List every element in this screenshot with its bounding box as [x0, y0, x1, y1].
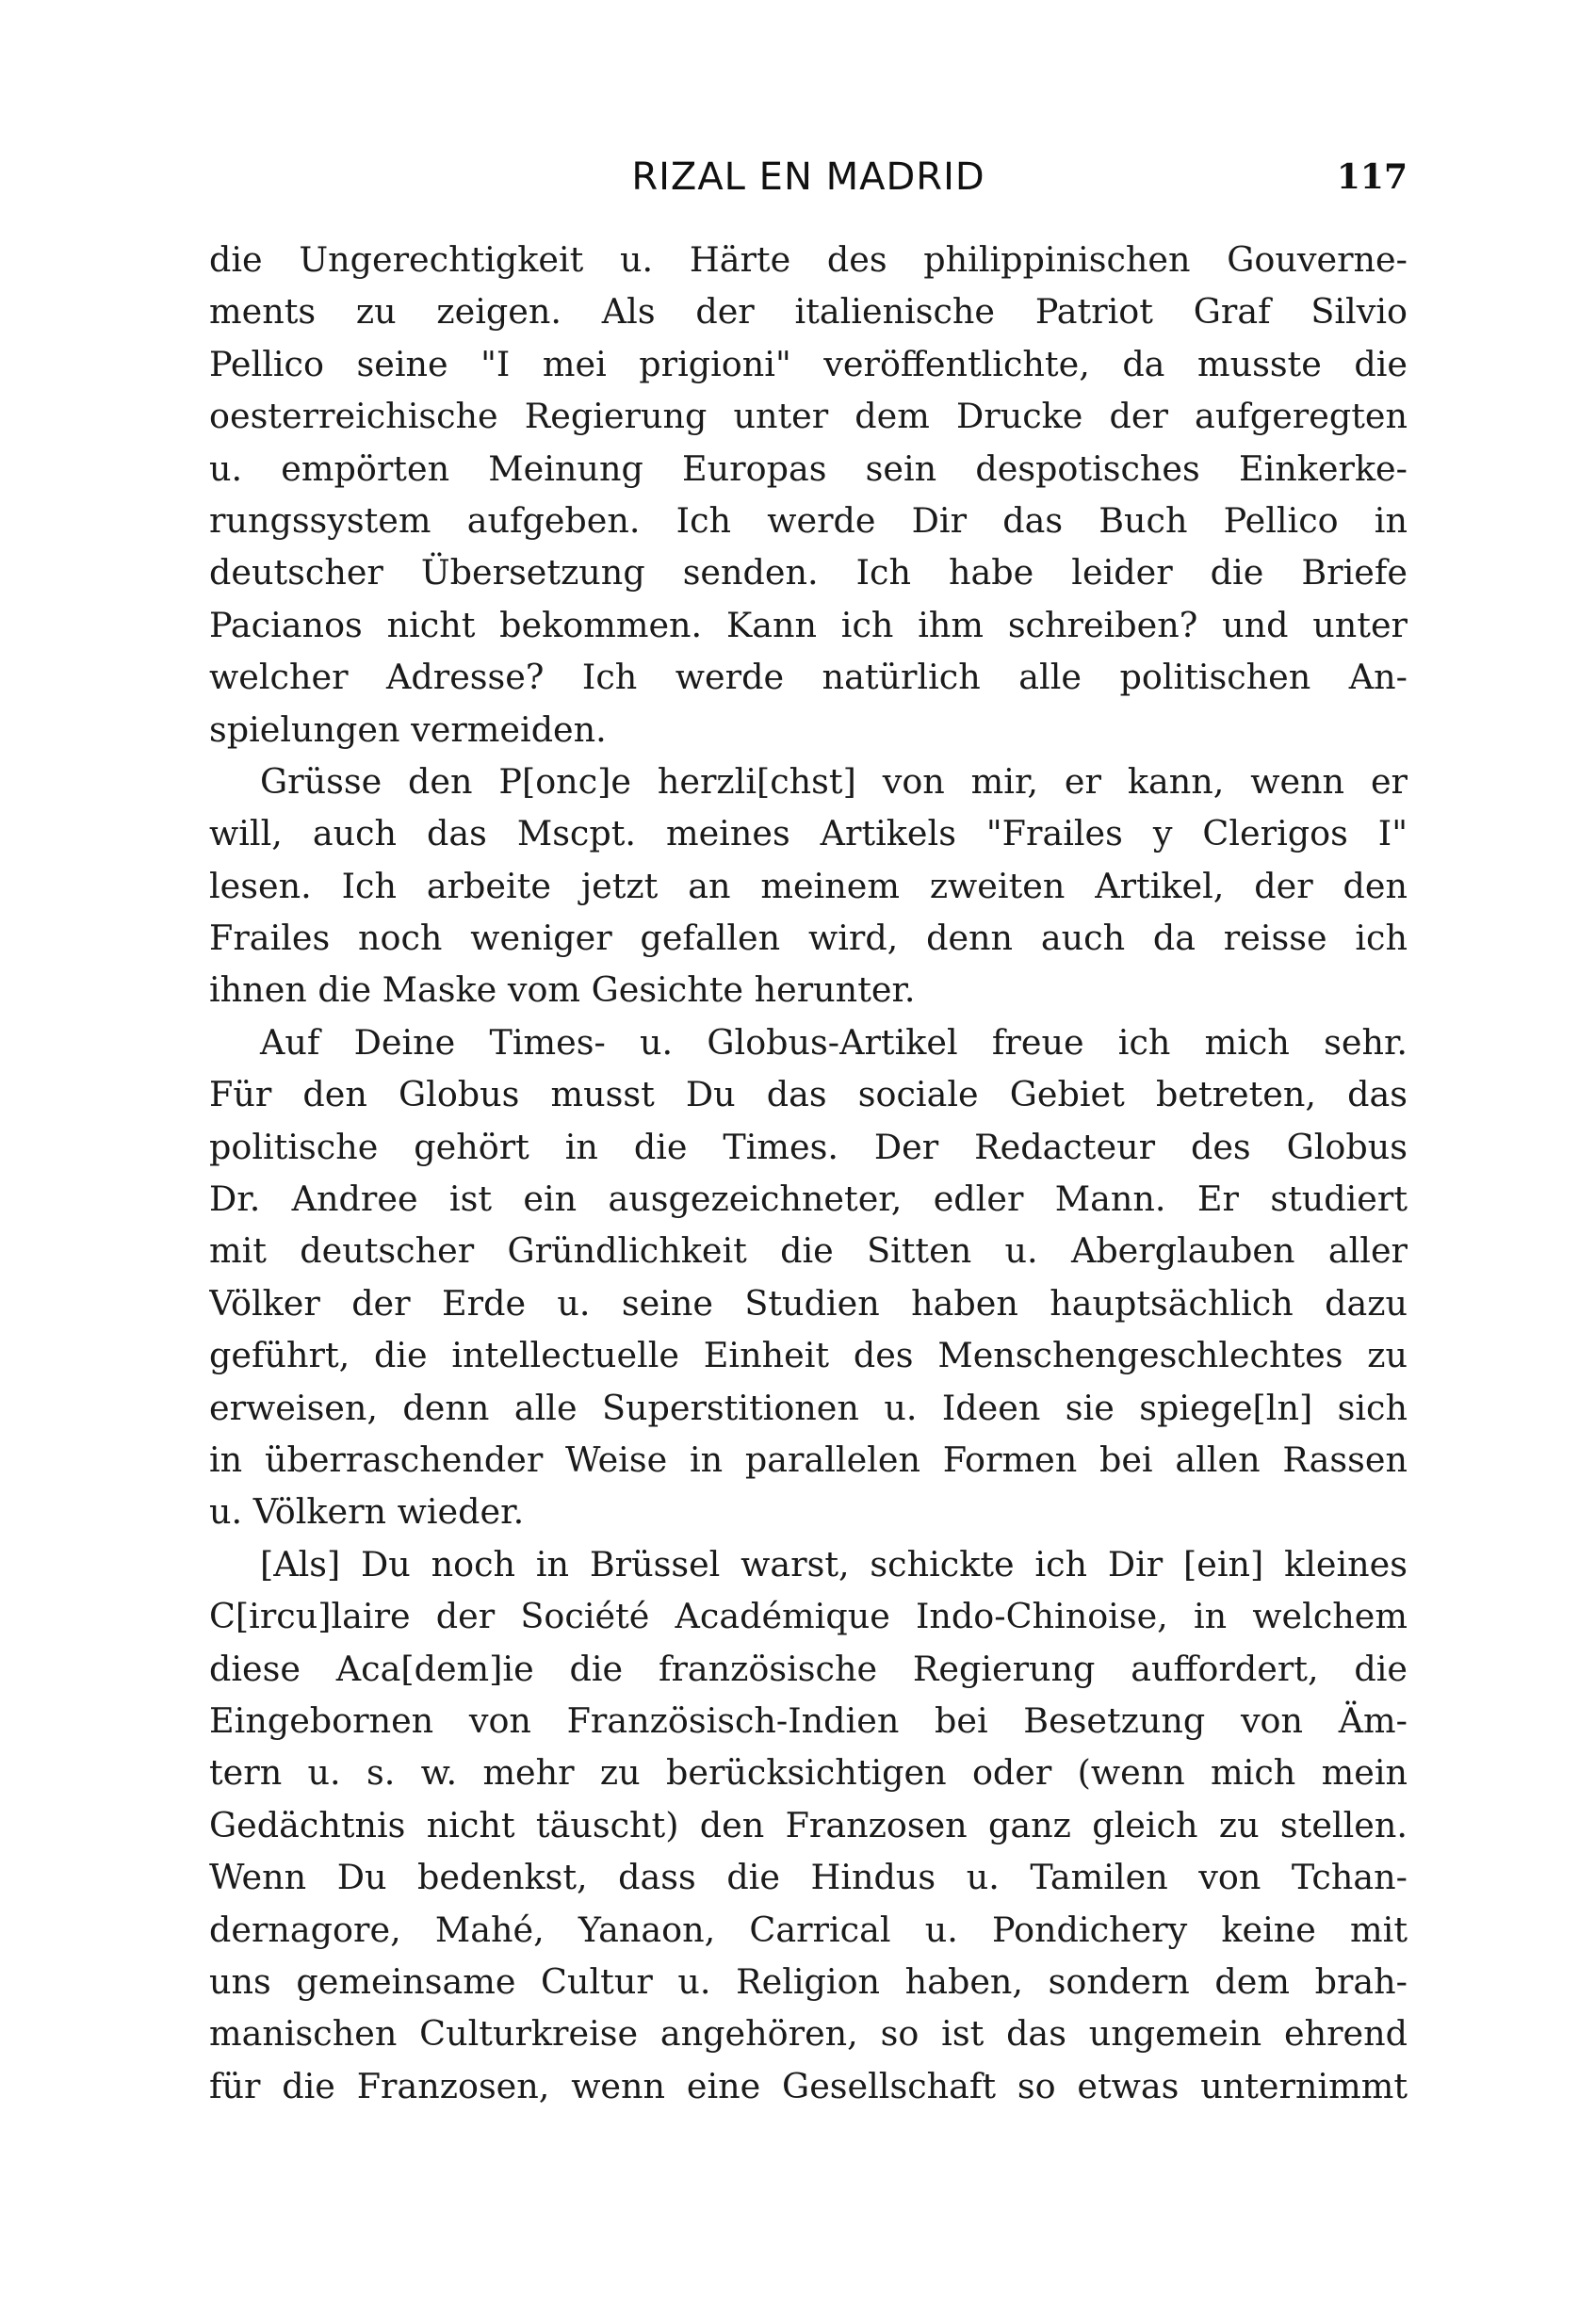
running-title: RIZAL EN MADRID — [631, 155, 985, 199]
text-line: Pellico seine "I mei prigioni" veröffentlichte, da musste die — [209, 343, 1408, 384]
text-line: C[ircu]laire der Société Académique Indo-Chinoise, in welchem — [209, 1596, 1408, 1637]
text-line: spielungen vermeiden. — [209, 708, 607, 750]
text-line: Pacianos nicht bekommen. Kann ich ihm schreiben? und unter — [209, 604, 1408, 645]
text-line: politische gehört in die Times. Der Redacteur des Globus — [209, 1126, 1408, 1167]
text-line: Gedächtnis nicht täuscht) den Franzosen ganz gleich zu stellen. — [209, 1804, 1408, 1845]
text-line: uns gemeinsame Cultur u. Religion haben, sondern dem brah- — [209, 1960, 1408, 2002]
text-line: manischen Culturkreise angehören, so ist das ungemein ehrend — [209, 2013, 1408, 2055]
text-line: deutscher Übersetzung senden. Ich habe leider die Briefe — [209, 552, 1408, 593]
text-line: Eingebornen von Französisch-Indien bei Besetzung von Äm- — [209, 1699, 1408, 1741]
text-line: u. Völkern wieder. — [209, 1491, 525, 1533]
text-line: in überraschender Weise in parallelen Formen bei allen Rassen — [209, 1438, 1408, 1480]
text-line: für die Franzosen, wenn eine Gesellschaft so etwas unternimmt — [209, 2065, 1408, 2106]
text-line: ments zu zeigen. Als der italienische Patriot Graf Silvio — [209, 291, 1408, 333]
text-line: Für den Globus musst Du das sociale Gebiet betreten, das — [209, 1074, 1408, 1115]
text-line: die Ungerechtigkeit u. Härte des philippinischen Gouverne- — [209, 239, 1408, 280]
text-line: u. empörten Meinung Europas sein despotisches Einkerke- — [209, 447, 1408, 489]
text-line: tern u. s. w. mehr zu berücksichtigen oder (wenn mich mein — [209, 1752, 1408, 1794]
text-line: Völker der Erde u. seine Studien haben hauptsächlich dazu — [209, 1282, 1408, 1324]
text-line: ihnen die Maske vom Gesichte herunter. — [209, 969, 916, 1011]
text-line: erweisen, denn alle Superstitionen u. Ideen sie spiege[ln] sich — [209, 1387, 1408, 1428]
text-line: geführt, die intellectuelle Einheit des Menschengeschlechtes zu — [209, 1335, 1408, 1376]
running-head — [209, 149, 1408, 205]
text-line: Dr. Andree ist ein ausgezeichneter, edler Mann. Er studiert — [209, 1178, 1408, 1220]
text-line: Wenn Du bedenkst, dass die Hindus u. Tamilen von Tchan- — [209, 1857, 1408, 1898]
body-text — [209, 234, 1408, 2112]
text-line: will, auch das Mscpt. meines Artikels "Frailes y Clerigos I" — [209, 813, 1408, 854]
text-line: [Als] Du noch in Brüssel warst, schickte ich Dir [ein] kleines — [260, 1543, 1408, 1585]
text-line: mit deutscher Gründlichkeit die Sitten u. Aberglauben aller — [209, 1230, 1408, 1272]
text-line: rungssystem aufgeben. Ich werde Dir das Buch Pellico in — [209, 499, 1408, 541]
text-line: oesterreichische Regierung unter dem Drucke der aufgeregten — [209, 396, 1408, 437]
text-line: diese Aca[dem]ie die französische Regierung auffordert, die — [209, 1648, 1408, 1689]
text-line: Frailes noch weniger gefallen wird, denn auch da reisse ich — [209, 918, 1408, 959]
page-number: 117 — [1336, 157, 1408, 197]
text-line: welcher Adresse? Ich werde natürlich alle politischen An- — [209, 657, 1408, 698]
text-line: lesen. Ich arbeite jetzt an meinem zweiten Artikel, der den — [209, 865, 1408, 906]
text-line: dernagore, Mahé, Yanaon, Carrical u. Pondichery keine mit — [209, 1909, 1408, 1950]
text-line: Auf Deine Times- u. Globus-Artikel freue ich mich sehr. — [260, 1021, 1408, 1063]
text-line: Grüsse den P[onc]e herzli[chst] von mir, er kann, wenn er — [260, 760, 1408, 802]
